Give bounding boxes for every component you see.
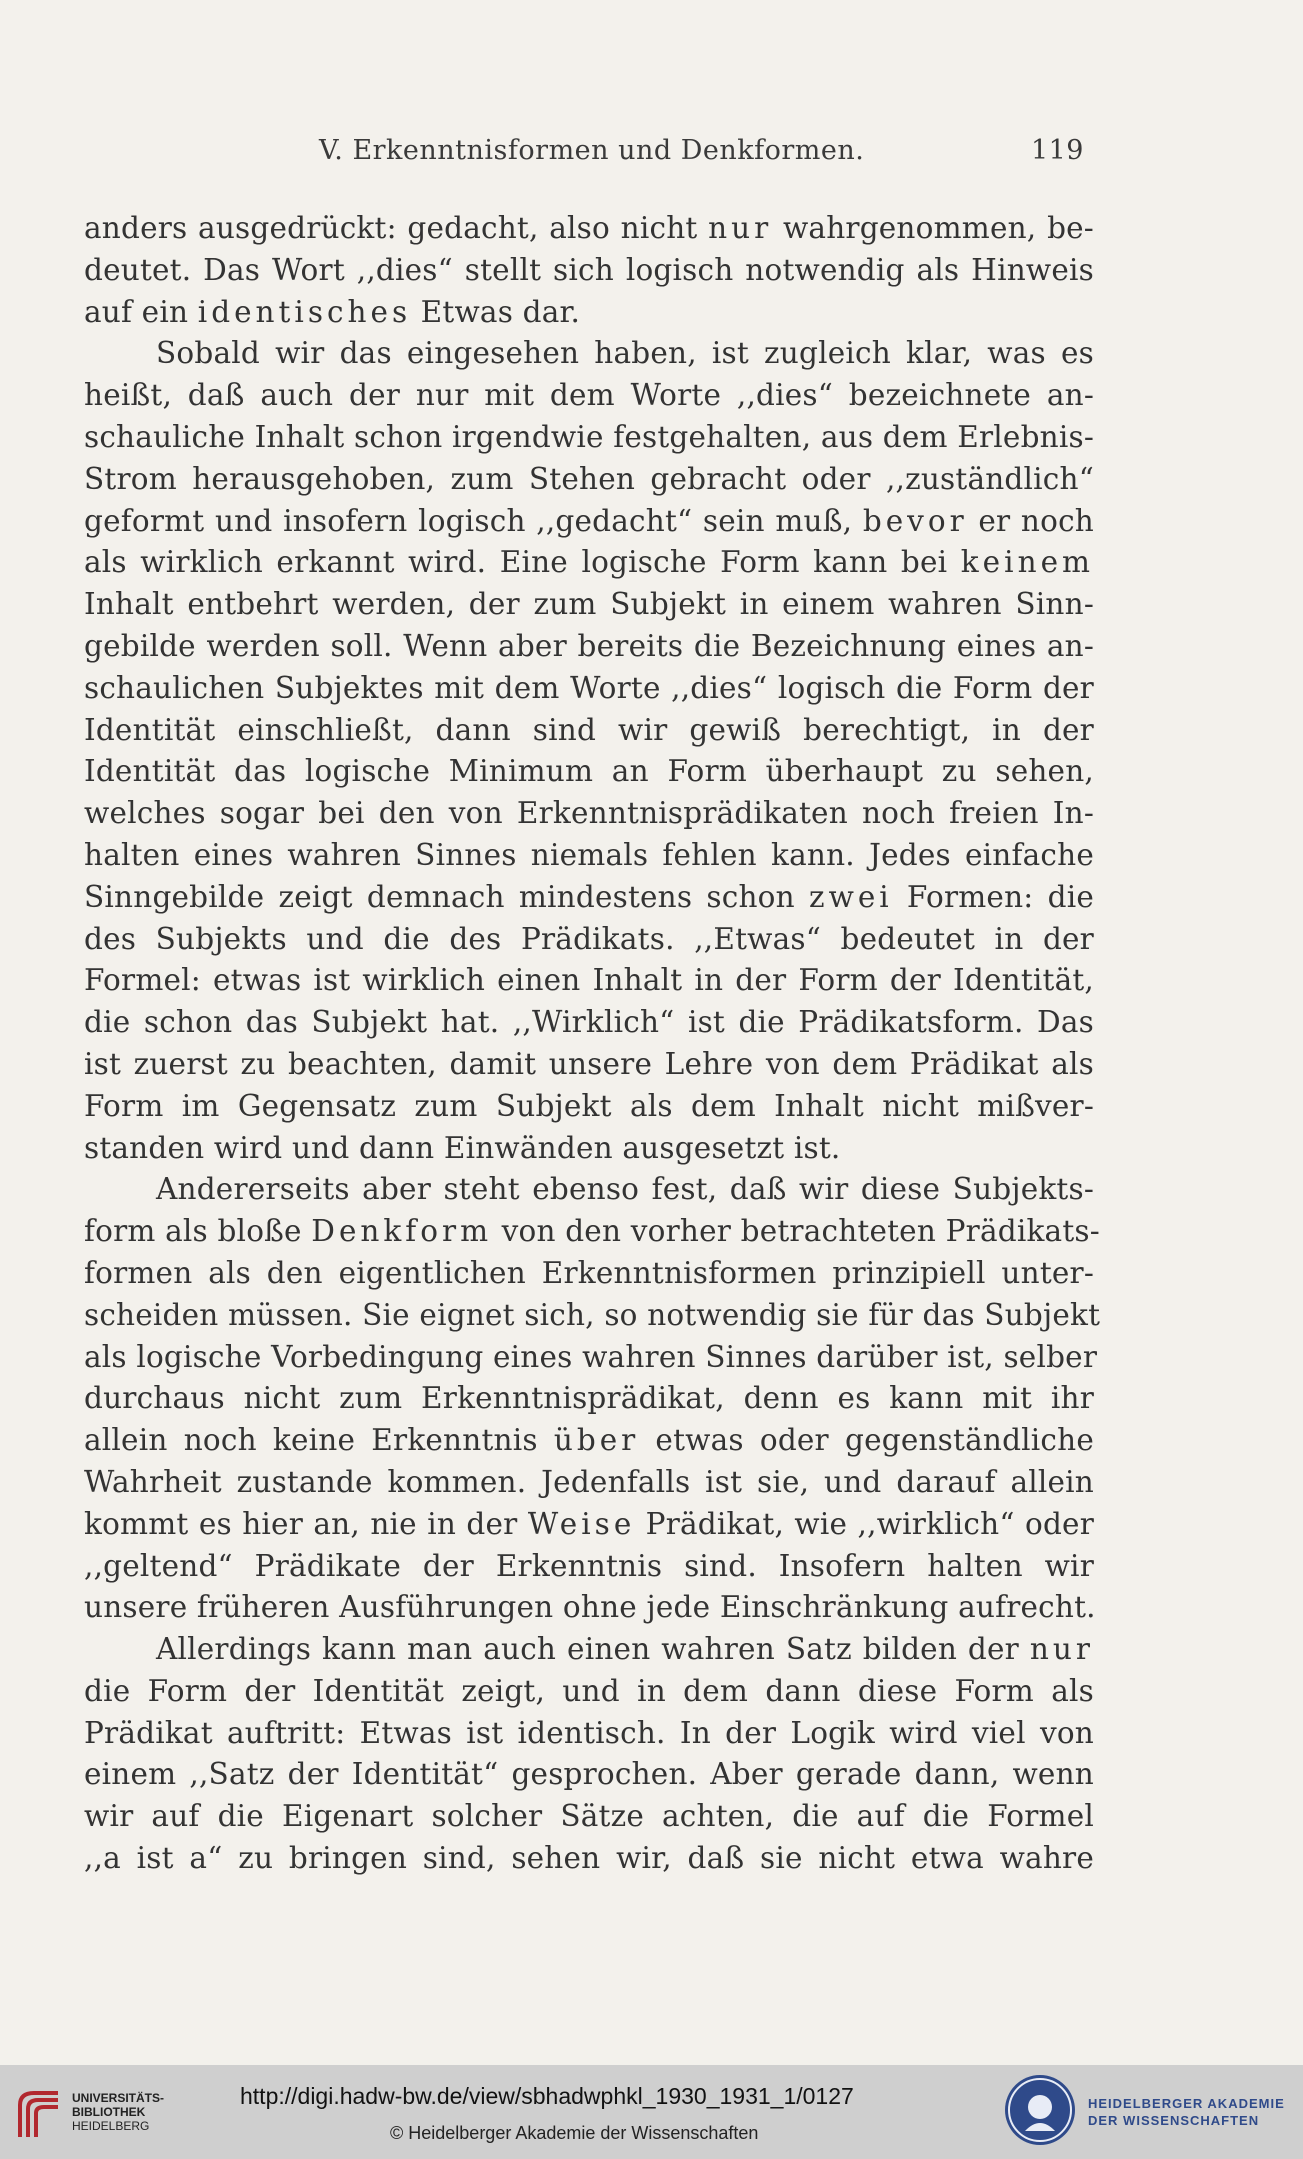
text-run: kommt es hier an, nie in der: [84, 1506, 528, 1541]
text-line: [84, 542, 1094, 584]
text-line: [84, 501, 1094, 543]
text-run: die Form der Identität zeigt, und in dem dann diese Form als: [84, 1673, 1094, 1708]
text-line: [84, 1754, 1094, 1796]
academy-name: HEIDELBERGER AKADEMIE DER WISSENSCHAFTEN: [1088, 2096, 1285, 2128]
text-line: [84, 1044, 1094, 1086]
text-run: heißt, daß auch der nur mit dem Worte ,,dies“ bezeichnete an-: [84, 378, 1094, 413]
text-line: [84, 1587, 1094, 1629]
text-run: als logische Vorbedingung eines wahren Sinnes darüber ist, selber: [84, 1339, 1098, 1374]
text-run: deutet. Das Wort ,,dies“ stellt sich logisch notwendig als Hinweis: [84, 252, 1094, 287]
text-run: standen wird und dann Einwänden ausgesetzt ist.: [84, 1130, 841, 1165]
emphasized-text: nur: [708, 211, 773, 245]
text-run: Wahrheit zustande kommen. Jedenfalls ist sie, und darauf allein: [84, 1464, 1094, 1499]
text-line: [84, 1629, 1094, 1671]
text-run: wahrgenommen, be-: [772, 211, 1094, 245]
text-line: [84, 919, 1094, 961]
emphasized-text: Weise: [527, 1506, 636, 1541]
emphasized-text: zwei: [809, 879, 893, 914]
text-run: von den vorher betrachteten Prädikats-: [492, 1214, 1100, 1249]
text-run: unsere früheren Ausführungen ohne jede Einschränkung aufrecht.: [84, 1590, 1096, 1625]
text-run: allein noch keine Erkenntnis: [84, 1423, 554, 1458]
text-line: [84, 292, 1094, 334]
text-line: [84, 1002, 1094, 1044]
text-line: [84, 877, 1094, 919]
text-line: [84, 1295, 1101, 1337]
text-run: Formel: etwas ist wirklich einen Inhalt in der Form der Identität,: [84, 963, 1094, 998]
text-line: [84, 375, 1094, 417]
text-run: welches sogar bei den von Erkenntnisprädikaten noch freien In-: [84, 796, 1094, 831]
body-text: [84, 208, 1101, 1880]
text-line: [84, 1169, 1094, 1211]
text-line: [84, 1211, 1100, 1253]
text-line: [84, 1462, 1094, 1504]
text-line: [84, 668, 1094, 710]
permalink-url[interactable]: http://digi.hadw-bw.de/view/sbhadwphkl_1930_1931_1/0127: [240, 2083, 854, 2109]
academy-seal-icon[interactable]: [1005, 2075, 1075, 2145]
text-run: Andererseits aber steht ebenso fest, daß wir diese Subjekts-: [156, 1172, 1094, 1207]
text-run: Prädikat auftritt: Etwas ist identisch. In der Logik wird viel von: [84, 1715, 1094, 1750]
text-run: Sobald wir das eingesehen haben, ist zugleich klar, was es: [156, 336, 1094, 371]
text-line: [84, 584, 1094, 626]
text-line: [84, 1671, 1094, 1713]
text-line: [84, 1253, 1094, 1295]
text-run: ,,a ist a“ zu bringen sind, sehen wir, daß sie nicht etwa wahre: [84, 1841, 1094, 1876]
text-run: einem ,,Satz der Identität“ gesprochen. Aber gerade dann, wenn: [84, 1757, 1094, 1792]
text-line: [84, 1378, 1094, 1420]
text-run: scheiden müssen. Sie eignet sich, so notwendig sie für das Subjekt: [84, 1297, 1101, 1332]
text-line: [84, 751, 1094, 793]
emphasized-text: identisches: [197, 294, 412, 329]
library-name: UNIVERSITÄTS- BIBLIOTHEK HEIDELBERG: [72, 2091, 165, 2133]
text-run: Allerdings kann man auch einen wahren Satz bilden der: [156, 1632, 1030, 1667]
text-run: Identität das logische Minimum an Form überhaupt zu sehen,: [84, 754, 1094, 789]
text-line: [84, 710, 1094, 752]
text-run: auf ein: [84, 294, 198, 329]
text-line: [84, 208, 1094, 250]
text-run: er noch: [967, 503, 1094, 538]
text-line: [84, 1713, 1094, 1755]
text-line: [84, 459, 1094, 501]
emphasized-text: keinem: [960, 545, 1094, 580]
page-number: 119: [1030, 135, 1084, 166]
text-run: durchaus nicht zum Erkenntnisprädikat, denn es kann mit ihr: [84, 1381, 1094, 1416]
text-line: [84, 960, 1094, 1002]
text-run: schauliche Inhalt schon irgendwie festgehalten, aus dem Erlebnis-: [84, 419, 1095, 454]
text-run: Prädikat, wie ,,wirklich“ oder: [635, 1506, 1095, 1541]
text-run: wir auf die Eigenart solcher Sätze achten, die auf die Formel: [84, 1799, 1094, 1834]
text-run: Etwas dar.: [411, 294, 581, 329]
text-line: [84, 1128, 1094, 1170]
text-run: geformt und insofern logisch ,,gedacht“ sein muß,: [84, 503, 863, 538]
text-run: Identität einschließt, dann sind wir gewiß berechtigt, in der: [84, 712, 1094, 747]
emphasized-text: nur: [1029, 1632, 1094, 1667]
text-line: [84, 1796, 1094, 1838]
text-run: Form im Gegensatz zum Subjekt als dem Inhalt nicht mißver-: [84, 1088, 1094, 1123]
text-run: etwas oder gegenständliche: [639, 1423, 1094, 1458]
text-run: als wirklich erkannt wird. Eine logische Form kann bei: [84, 545, 961, 580]
text-run: des Subjekts und die des Prädikats. ,,Etwas“ bedeutet in der: [84, 921, 1094, 956]
emphasized-text: über: [553, 1423, 640, 1458]
footer-bar: [0, 2065, 1303, 2159]
text-run: ,,geltend“ Prädikate der Erkenntnis sind. Insofern halten wir: [84, 1548, 1094, 1583]
text-line: [84, 250, 1094, 292]
text-run: halten eines wahren Sinnes niemals fehlen kann. Jedes einfache: [84, 837, 1094, 872]
emphasized-text: Denkform: [311, 1214, 493, 1249]
running-head: [84, 135, 1084, 175]
text-run: Formen: die: [892, 879, 1094, 914]
text-run: ist zuerst zu beachten, damit unsere Lehre von dem Prädikat als: [84, 1046, 1094, 1081]
text-line: [84, 1420, 1094, 1462]
text-line: [84, 793, 1094, 835]
text-run: Inhalt entbehrt werden, der zum Subjekt in einem wahren Sinn-: [84, 587, 1094, 622]
text-line: [84, 835, 1094, 877]
text-line: [84, 1086, 1094, 1128]
text-run: anders ausgedrückt: gedacht, also nicht: [84, 211, 709, 245]
text-run: gebilde werden soll. Wenn aber bereits die Bezeichnung eines an-: [84, 628, 1094, 663]
library-emblem-icon: [12, 2087, 64, 2141]
text-line: [84, 1838, 1094, 1880]
text-line: [84, 1504, 1094, 1546]
text-line: [84, 1337, 1098, 1379]
text-line: [84, 333, 1094, 375]
text-line: [84, 417, 1094, 459]
text-line: [84, 1546, 1094, 1588]
chapter-heading: V. Erkenntnisformen und Denkformen.: [319, 135, 865, 166]
university-library-logo[interactable]: [12, 2085, 165, 2145]
text-run: die schon das Subjekt hat. ,,Wirklich“ ist die Prädikatsform. Das: [84, 1005, 1094, 1040]
text-run: form als bloße: [84, 1214, 312, 1249]
text-run: Sinngebilde zeigt demnach mindestens schon: [84, 879, 810, 914]
text-run: schaulichen Subjektes mit dem Worte ,,dies“ logisch die Form der: [84, 670, 1094, 705]
text-run: Strom herausgehoben, zum Stehen gebracht oder ,,zuständlich“: [84, 461, 1094, 496]
copyright-notice: © Heidelberger Akademie der Wissenschaften: [390, 2123, 759, 2143]
text-run: formen als den eigentlichen Erkenntnisformen prinzipiell unter-: [84, 1255, 1094, 1290]
text-line: [84, 626, 1094, 668]
emphasized-text: bevor: [862, 503, 968, 538]
